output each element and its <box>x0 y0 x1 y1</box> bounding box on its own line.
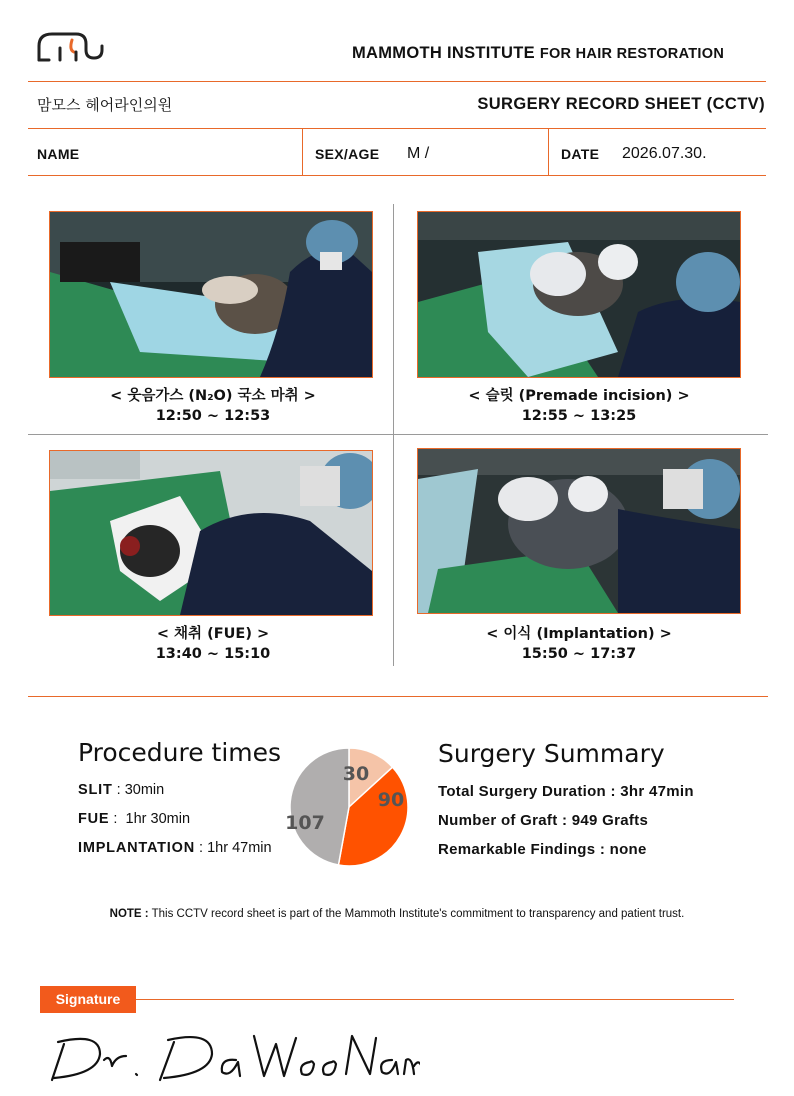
summary-grafts: Number of Graft : 949 Grafts <box>438 812 649 829</box>
field-divider <box>548 129 549 176</box>
procedure-title: Procedure times <box>78 738 282 767</box>
sex-age-field[interactable]: M / <box>407 145 430 162</box>
photo-caption: < 채취 (FUE) > 13:40 ~ 15:10 <box>155 626 271 662</box>
pie-label-fue: 90 <box>377 789 405 811</box>
cctv-photo-fue <box>49 450 373 616</box>
photo-caption: < 웃음가스 (N₂O) 국소 마취 > 12:50 ~ 12:53 <box>110 388 316 424</box>
pie-label-slit: 30 <box>342 763 370 785</box>
clinic-name-kr: 맘모스 헤어라인의원 <box>37 96 173 114</box>
grid-divider-horizontal <box>28 434 768 435</box>
procedure-item-slit: SLIT : 30min <box>78 782 165 798</box>
procedure-item-fue: FUE : 1hr 30min <box>78 811 191 827</box>
photo-caption: < 슬릿 (Premade incision) > 12:55 ~ 13:25 <box>468 388 690 424</box>
cctv-photo-slit <box>417 211 741 378</box>
note: NOTE : This CCTV record sheet is part of the Mammoth Institute's commitment to transparency and patient trust. <box>109 908 685 920</box>
procedure-item-implantation: IMPLANTATION : 1hr 47min <box>78 840 272 856</box>
name-label: NAME <box>37 146 80 162</box>
cctv-photo-anesthesia <box>49 211 373 378</box>
cctv-photo-implantation <box>417 448 741 614</box>
mammoth-logo-icon <box>36 28 106 64</box>
signature-handwritten <box>40 1022 420 1088</box>
divider <box>28 128 766 129</box>
signature-tag: Signature <box>40 986 136 1013</box>
signature-line <box>136 999 734 1000</box>
divider <box>28 81 766 82</box>
pie-label-implantation: 107 <box>285 812 325 834</box>
summary-findings: Remarkable Findings : none <box>438 841 647 858</box>
procedure-pie-chart <box>282 740 416 874</box>
divider <box>28 175 766 176</box>
photo-caption: < 이식 (Implantation) > 15:50 ~ 17:37 <box>486 626 672 662</box>
pie-slice-implantation <box>290 748 349 865</box>
divider <box>28 696 768 697</box>
summary-title: Surgery Summary <box>438 739 665 768</box>
sex-age-label: SEX/AGE <box>315 146 380 162</box>
brand-name: MAMMOTH INSTITUTE FOR HAIR RESTORATION <box>352 44 725 62</box>
sheet-title: SURGERY RECORD SHEET (CCTV) <box>477 95 765 113</box>
field-divider <box>302 129 303 176</box>
grid-divider-vertical <box>393 204 394 666</box>
date-label: DATE <box>561 146 600 162</box>
summary-duration: Total Surgery Duration : 3hr 47min <box>438 783 694 800</box>
date-field[interactable]: 2026.07.30. <box>622 145 707 162</box>
